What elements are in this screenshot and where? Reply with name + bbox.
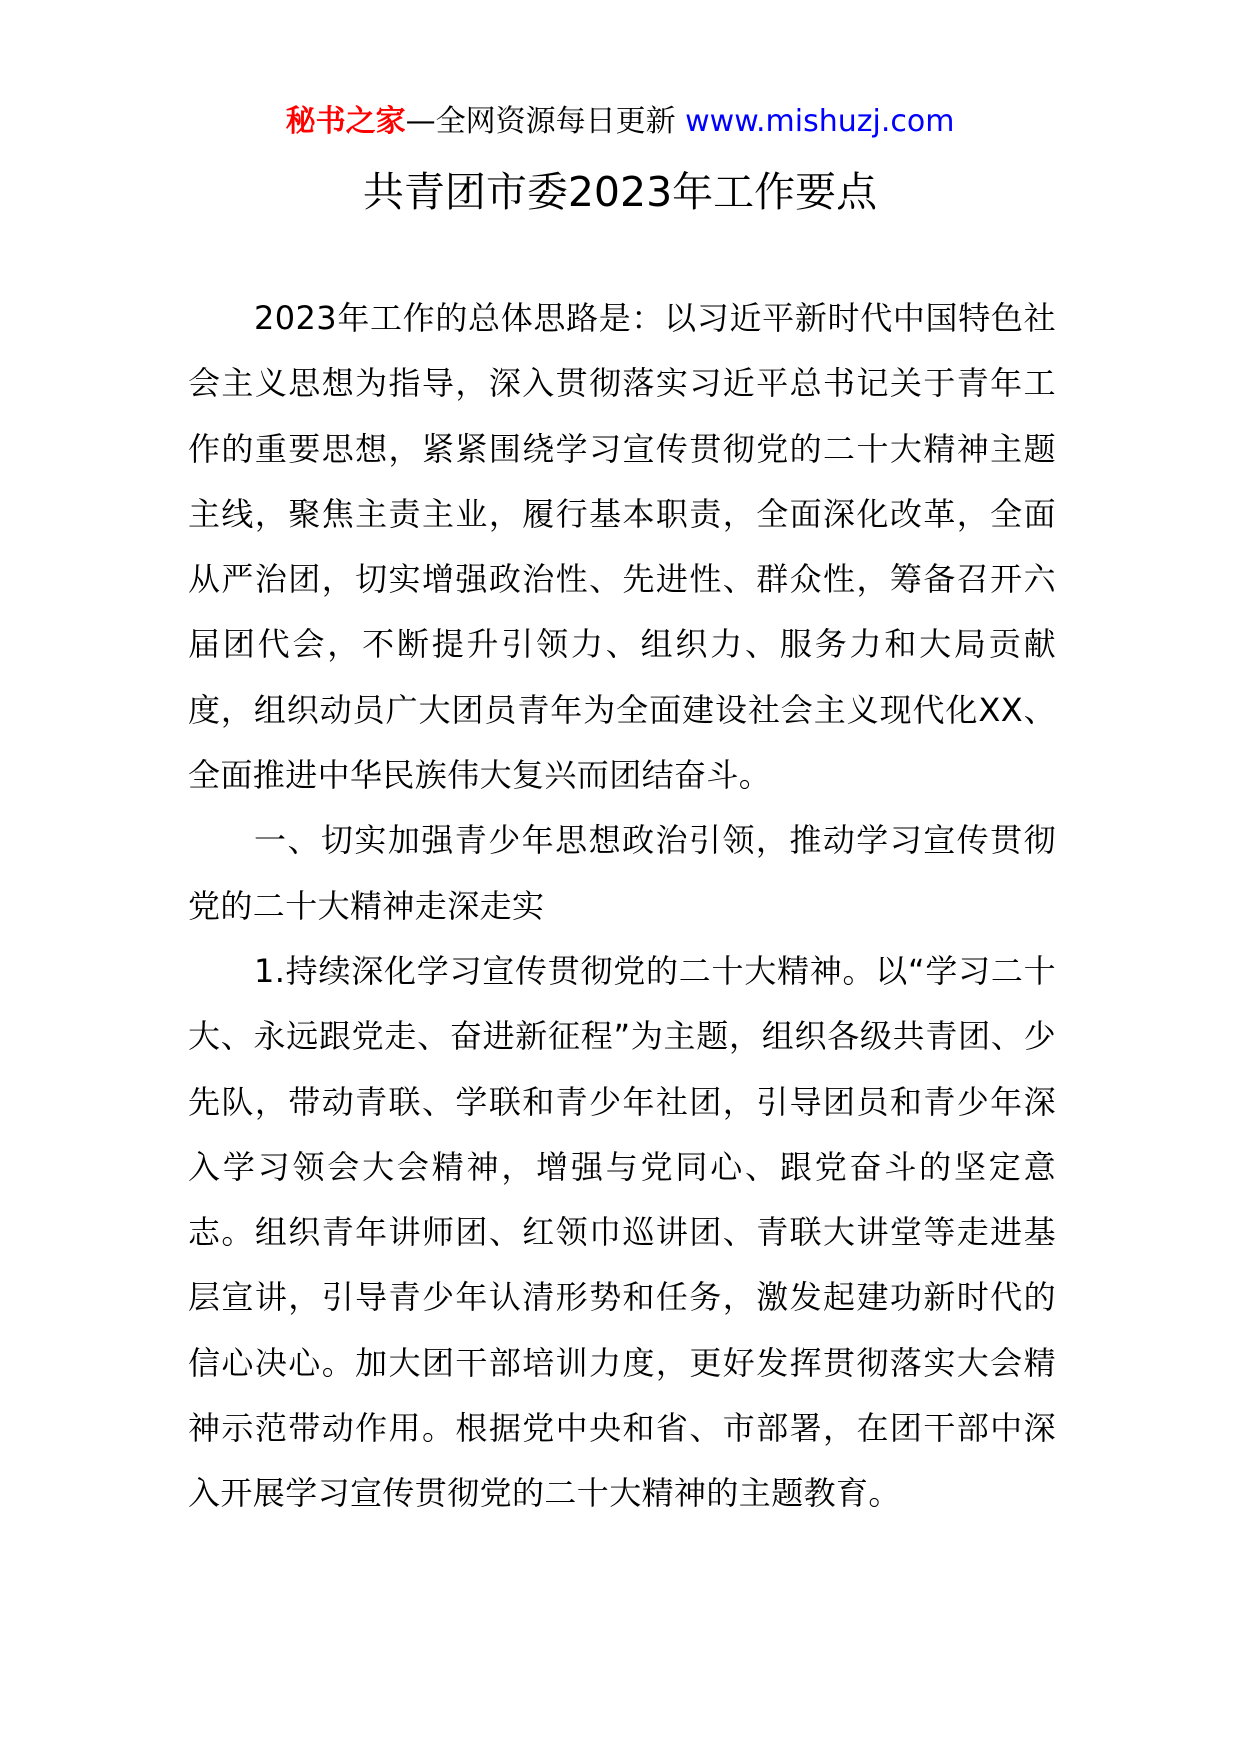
document-body (188, 286, 1056, 1527)
document-title: 共青团市委2023年工作要点 (362, 168, 878, 216)
paragraph-item-1: 1.持续深化学习宣传贯彻党的二十大精神。以“学习二十大、永远跟党走、奋进新征程”为主题，组织各级共青团、少先队，带动青联、学联和青少年社团，引导团员和青少年深入学习领会大会精神，增强与党同心、跟党奋斗的坚定意志。组织青年讲师团、红领巾巡讲团、青联大讲堂等走进基层宣讲，引导青少年认清形势和任务，激发起建功新时代的信心决心。加大团干部培训力度，更好发挥贯彻落实大会精神示范带动作用。根据党中央和省、市部署，在团干部中深入开展学习宣传贯彻党的二十大精神的主题教育。 (188, 951, 1056, 1513)
banner-tagline: —全网资源每日更新 (405, 104, 676, 139)
site-url-link[interactable]: www.mishuzj.com (685, 104, 955, 139)
brand-name: 秘书之家 (285, 104, 406, 139)
paragraph-overview: 2023年工作的总体思路是：以习近平新时代中国特色社会主义思想为指导，深入贯彻落实习近平总书记关于青年工作的重要思想，紧紧围绕学习宣传贯彻党的二十大精神主题主线，聚焦主责主业，履行基本职责，全面深化改革，全面从严治团，切实增强政治性、先进性、群众性，筹备召开六届团代会，不断提升引领力、组织力、服务力和大局贡献度，组织动员广大团员青年为全面建设社会主义现代化XX、全面推进中华民族伟大复兴而团结奋斗。 (188, 299, 1056, 795)
site-banner (0, 100, 1240, 144)
section-heading-1: 一、切实加强青少年思想政治引领，推动学习宣传贯彻党的二十大精神走深走实 (188, 821, 1056, 925)
